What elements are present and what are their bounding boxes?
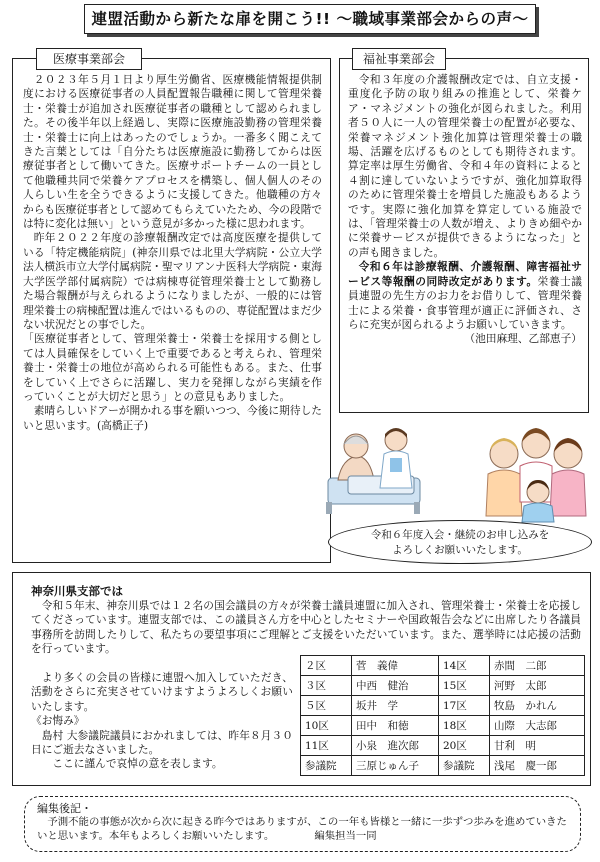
medical-tab: 医療事業部会 xyxy=(36,48,142,70)
welfare-signature: （池田麻理、乙部恵子） xyxy=(464,332,582,346)
member-table xyxy=(300,655,585,776)
member-district: 10区 xyxy=(301,716,352,736)
member-district: ３区 xyxy=(301,676,352,696)
bubble-line-2: よろしくお願いいたします。 xyxy=(392,544,528,556)
condolence-closing: ここに謹んで哀悼の意を表します。 xyxy=(52,757,223,771)
medical-paragraph-1: ２０２３年５月１日より厚生労働省、医療機能情報提供制度における医療従事者の人員配置報告職種に関して管理栄養士・栄養士が追加され医療従事者の職種として認められました。その後半年以上経過し、実際に医療施設勤務の管理栄養士・栄養士に向上はあったのでしょうか。一番多く聞こえてきた言葉としては「自分たちは医療施設に勤務してからは医療従事者として働いてきた。医療サポートチームの一員として他職種共同で栄養ケアプロセスを構築し、個人個人のその人らしい生を全うできるように支援してきた。他職種の方々からも医療従事者として認めてもらえていたため、今の段階では特に変化は無い」という意見が多かった様に思われます。 xyxy=(23,73,322,231)
member-row xyxy=(301,696,585,716)
kanagawa-paragraph-1: 令和５年末、神奈川県では１２名の国会議員の方々が栄養士議員連盟に加入され、管理栄養士・栄養士を応援してくださっています。連盟支部では、この議員さん方を中心としたセミナーや国政報告会などに出席したり各議員事務所を訪問したりして、私たちの要望事項にご理解とご支援をいただいています。また、選挙時には応援の活動を行っています。 xyxy=(31,599,581,656)
member-name: 甘利 明 xyxy=(490,736,585,756)
medical-body xyxy=(23,73,322,433)
editorial-text-body: 予測不能の事態が次から次に起きる昨今ではありますが、この一年も皆様と一緒に一歩ずつ歩みを進めていきたいと思います。本年もよろしくお願いいたします。 xyxy=(37,816,567,842)
editorial-box xyxy=(24,796,581,852)
editorial-heading: 編集後記・ xyxy=(37,802,92,815)
member-name: 菅 義偉 xyxy=(352,656,439,676)
member-district: ２区 xyxy=(301,656,352,676)
medical-section xyxy=(12,58,331,563)
page-title: 連盟活動から新たな扉を開こう!! ～職域事業部会からの声～ xyxy=(84,4,536,34)
welfare-paragraph-1: 令和３年度の介護報酬改定では、自立支援・重度化予防の取り組みの推進として、栄養ケア・マネジメントの強化が図られました。利用者５０人に一人の管理栄養士の配置が必要な、栄養マネジメント強化加算は管理栄養士の職場、活躍を広げるものとしても期待されます。算定率は厚生労働省、令和４年の資料によると４割に達していないようですが、強化加算取得のために管理栄養士を増員した施設もあるようです。実際に強化加算を算定している施設では、「管理栄養士の人数が増え、よりきめ細やかに栄養サービスが提供できるようになった」との声も聞きました。 xyxy=(348,73,582,259)
member-district: ５区 xyxy=(301,696,352,716)
member-name: 山際 大志郎 xyxy=(490,716,585,736)
condolence-paragraph: 島村 大参議院議員におかれましては、昨年８月３０日にご逝去なさいました。 xyxy=(31,728,293,757)
medical-paragraph-3: 「医療従事者として、管理栄養士・栄養士を採用する側としては人員確保をしていく上で重要であると考えられ、管理栄養士・栄養士の地位が高められる可能性もある。また、仕事をしていく上でさらに活躍し、実力を発揮しながら実績を作っていくことが大切だと思う」との意見もありました。 xyxy=(23,332,322,403)
condolence-label: 《お悔み》 xyxy=(31,714,85,728)
member-name: 牧島 かれん xyxy=(490,696,585,716)
kanagawa-section xyxy=(12,572,591,786)
family-group-illustration xyxy=(476,418,594,524)
member-row xyxy=(301,736,585,756)
member-name: 坂井 学 xyxy=(352,696,439,716)
member-name: 小泉 進次郎 xyxy=(352,736,439,756)
welfare-tab: 福祉事業部会 xyxy=(352,48,446,70)
editorial-signature: 編集担当一同 xyxy=(314,830,377,842)
membership-bubble xyxy=(328,520,592,564)
welfare-section xyxy=(339,58,589,413)
kanagawa-heading: 神奈川県支部では xyxy=(31,584,123,598)
member-district: 11区 xyxy=(301,736,352,756)
member-row xyxy=(301,716,585,736)
member-district: 18区 xyxy=(439,716,490,736)
welfare-body xyxy=(348,73,582,347)
member-row xyxy=(301,676,585,696)
patient-nurse-illustration xyxy=(324,418,428,516)
member-district: 14区 xyxy=(439,656,490,676)
welfare-paragraph-2 xyxy=(348,260,582,332)
welfare-paragraph-2-rest: 栄養士議員連盟の先生方のお力をお借りして、管理栄養士による栄養・食事管理が適正に評価され、さらに充実が図られるようお願いしていきます。 xyxy=(348,274,582,331)
member-name: 河野 太郎 xyxy=(490,676,585,696)
member-name: 田中 和徳 xyxy=(352,716,439,736)
member-district: 20区 xyxy=(439,736,490,756)
kanagawa-paragraph-2: より多くの会員の皆様に連盟へ加入していただき、活動をさらに充実させていけますようよろしくお願いいたします。 xyxy=(31,671,293,713)
medical-paragraph-4: 素晴らしいドアーが開かれる事を願いつつ、今後に期待したいと思います。(高橋正子) xyxy=(23,404,322,432)
member-name: 三原じゅん子 xyxy=(352,756,439,776)
member-district: 参議院 xyxy=(301,756,352,776)
bubble-line-1: 令和６年度入会・継続のお申し込みを xyxy=(370,529,550,541)
kanagawa-body-left xyxy=(31,671,293,772)
member-name: 浅尾 慶一郎 xyxy=(490,756,585,776)
welfare-paragraph-2-bold: 令和６年は診療報酬、介護報酬、障害福祉サービス等報酬の同時改定があります。 xyxy=(348,260,582,288)
member-row xyxy=(301,756,585,776)
kanagawa-body xyxy=(31,599,581,657)
member-district: 15区 xyxy=(439,676,490,696)
editorial-text xyxy=(37,815,572,843)
member-district: 17区 xyxy=(439,696,490,716)
member-name: 赤間 二郎 xyxy=(490,656,585,676)
member-name: 中西 健治 xyxy=(352,676,439,696)
member-row xyxy=(301,656,585,676)
medical-paragraph-2: 昨年２０２２年度の診療報酬改定では高度医療を提供している「特定機能病院」(神奈川県では北里大学病院・公立大学法人横浜市立大学付属病院・聖マリアンナ医科大学病院・東海大学医学部付属病院）では病棟専従管理栄養士として勤務した場合報酬が与えられるようになりましたが、一般的には管理栄養士の病棟配置は進んではいるものの、専従配置はまだ少ない状況だとの事でした。 xyxy=(23,231,322,331)
member-district: 参議院 xyxy=(439,756,490,776)
